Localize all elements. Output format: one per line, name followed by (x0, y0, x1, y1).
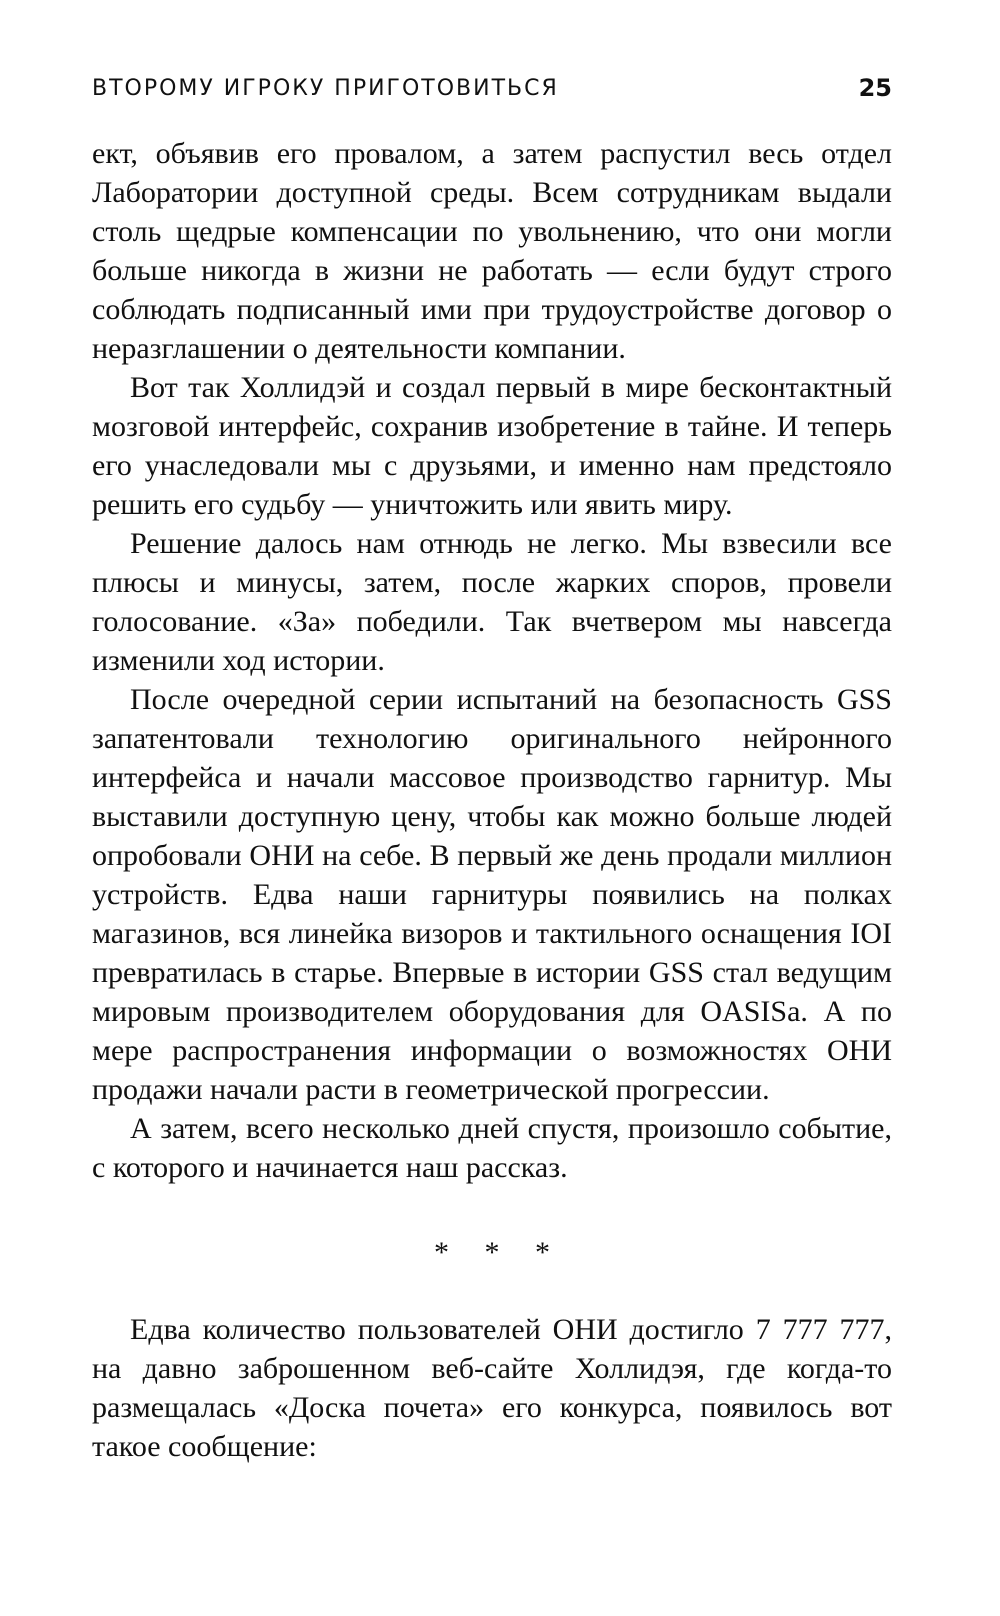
paragraph: ект, объявив его провалом, а затем распустил весь отдел Лаборатории доступной среды. Всем сотрудникам выдали столь щедрые компенсации по увольнению, что они могли больше никогда в жизни не работать — если будут строго соблюдать подписанный ими при трудоустройстве договор о неразглашении о деятельности компании. (92, 137, 892, 365)
body-text (92, 134, 892, 1466)
section-break: * * * (434, 1236, 564, 1269)
running-head (92, 70, 892, 110)
paragraph: Едва количество пользователей ОНИ достигло 7 777 777, на давно заброшенном веб-сайте Холлидэя, где когда-то размещалась «Доска почета» его конкурса, появилось вот такое сообщение: (92, 1313, 892, 1463)
page-number: 25 (858, 74, 892, 102)
paragraph: После очередной серии испытаний на безопасность GSS запатентовали технологию оригинального нейронного интерфейса и начали массовое производство гарнитур. Мы выставили доступную цену, чтобы как можно больше людей опробовали ОНИ на себе. В первый же день продали миллион устройств. Едва наши гарнитуры появились на полках магазинов, вся линейка визоров и тактильного оснащения IOI превратилась в старье. Впервые в истории GSS стал ведущим мировым производителем оборудования для OASISa. А по мере распространения информации о возможностях ОНИ продажи начали расти в геометрической прогрессии. (92, 683, 892, 1106)
paragraph: Решение далось нам отнюдь не легко. Мы взвесили все плюсы и минусы, затем, после жарких споров, провели голосование. «За» победили. Так вчетвером мы навсегда изменили ход истории. (92, 527, 892, 677)
paragraph: А затем, всего несколько дней спустя, произошло событие, с которого и начинается наш рассказ. (92, 1112, 892, 1184)
running-title: ВТОРОМУ ИГРОКУ ПРИГОТОВИТЬСЯ (92, 76, 559, 101)
paragraph: Вот так Холлидэй и создал первый в мире бесконтактный мозговой интерфейс, сохранив изобретение в тайне. И теперь его унаследовали мы с друзьями, и именно нам предстояло решить его судьбу — уничтожить или явить миру. (92, 371, 892, 521)
book-page (92, 0, 892, 1616)
